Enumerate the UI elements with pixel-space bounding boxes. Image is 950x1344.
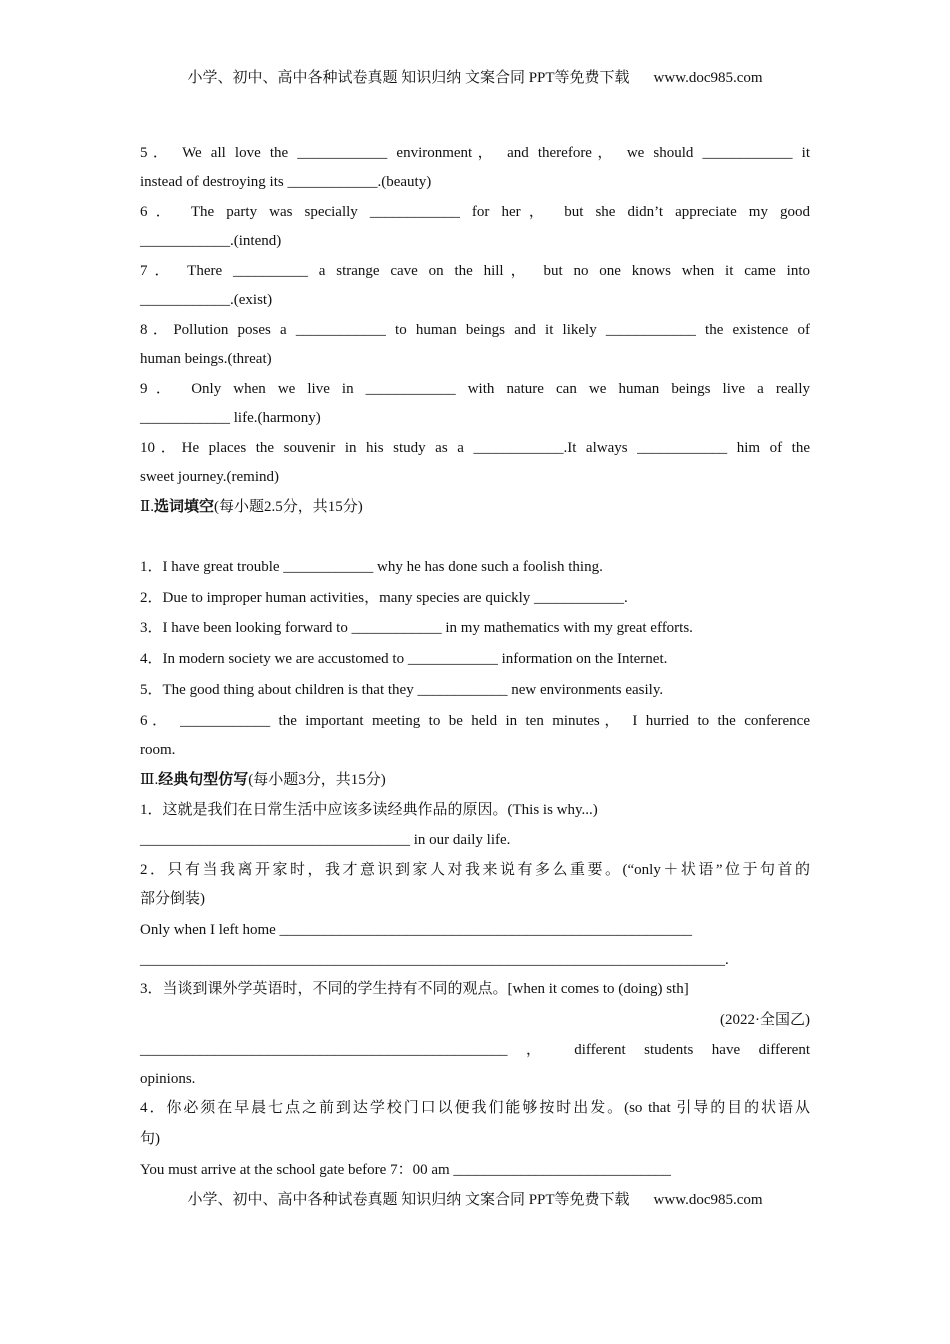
question-line: instead of destroying its ____________.(beauty) [140,174,432,190]
section-note: (每小题3分，共15分) [248,772,386,788]
section-prefix: Ⅱ. [140,499,154,515]
question-line: 5． We all love the ____________ environment， and therefore， we should ____________ it [140,145,810,161]
question-line: 部分倒装) [140,891,205,907]
question-line: 2．只有当我离开家时，我才意识到家人对我来说有多么重要。(“only＋状语”位于句首的 [140,862,810,878]
question-line: 1．I have great trouble ____________ why he has done such a foolish thing. [140,559,603,575]
question-line: 8．Pollution poses a ____________ to human beings and it likely ____________ the existence of [140,322,810,338]
question-line: Only when I left home _______________________________________________________ [140,922,693,938]
question-line: 3．当谈到课外学英语时，不同的学生持有不同的观点。[when it comes to (doing) sth] [140,981,689,997]
footer-url: www.doc985.com [653,1192,763,1208]
question-line: sweet journey.(remind) [140,469,279,485]
header-text: 小学、初中、高中各种试卷真题 知识归纳 文案合同 PPT等免费下载 [187,70,630,86]
question-source: (2022·全国乙) [720,1012,810,1028]
question-line: 1．这就是我们在日常生活中应该多读经典作品的原因。(This is why...) [140,802,598,818]
footer-text: 小学、初中、高中各种试卷真题 知识归纳 文案合同 PPT等免费下载 [187,1192,630,1208]
header-url: www.doc985.com [653,70,763,86]
question-line: 7． There __________ a strange cave on the hill， but no one knows when it came into [140,263,810,279]
question-line: opinions. [140,1071,196,1087]
question-line: 2．Due to improper human activities，many species are quickly ____________. [140,590,628,606]
question-line: ______________________________________________________________________________. [140,952,729,968]
question-line: ____________ life.(harmony) [140,410,321,426]
section-prefix: Ⅲ. [140,772,159,788]
question-line: 3．I have been looking forward to ____________ in my mathematics with my great efforts. [140,620,693,636]
section-heading-3 [140,770,810,790]
question-line: 6． ____________ the important meeting to be held in ten minutes， I hurried to the conference [140,713,810,729]
section-title: 选词填空 [153,499,214,515]
question-line: 9． Only when we live in ____________ with nature can we human beings live a really [140,381,810,397]
section-title: 经典句型仿写 [158,772,249,788]
question-line: ____________.(intend) [140,233,282,249]
question-line: _________________________________________________ ， different students have different [140,1042,810,1058]
question-line: ____________________________________ in our daily life. [140,832,511,848]
question-line: 10．He places the souvenir in his study as a ____________.It always ____________ him of the [140,440,810,456]
question-line: 4．In modern society we are accustomed to ____________ information on the Internet. [140,651,668,667]
question-line: 句) [140,1131,160,1147]
section-heading-2 [140,497,810,517]
page-footer [0,1190,950,1210]
question-line: 5．The good thing about children is that they ____________ new environments easily. [140,682,664,698]
question-line: room. [140,742,176,758]
question-line: You must arrive at the school gate before 7：00 am _____________________________ [140,1162,671,1178]
question-line: human beings.(threat) [140,351,272,367]
page-header [0,68,950,88]
section-note: (每小题2.5分，共15分) [213,499,363,515]
question-line: 4．你必须在早晨七点之前到达学校门口以便我们能够按时出发。(so that 引导的目的状语从 [140,1100,810,1116]
question-line: 6． The party was specially ____________ for her， but she didn’t appreciate my good [140,204,810,220]
question-line: ____________.(exist) [140,292,273,308]
